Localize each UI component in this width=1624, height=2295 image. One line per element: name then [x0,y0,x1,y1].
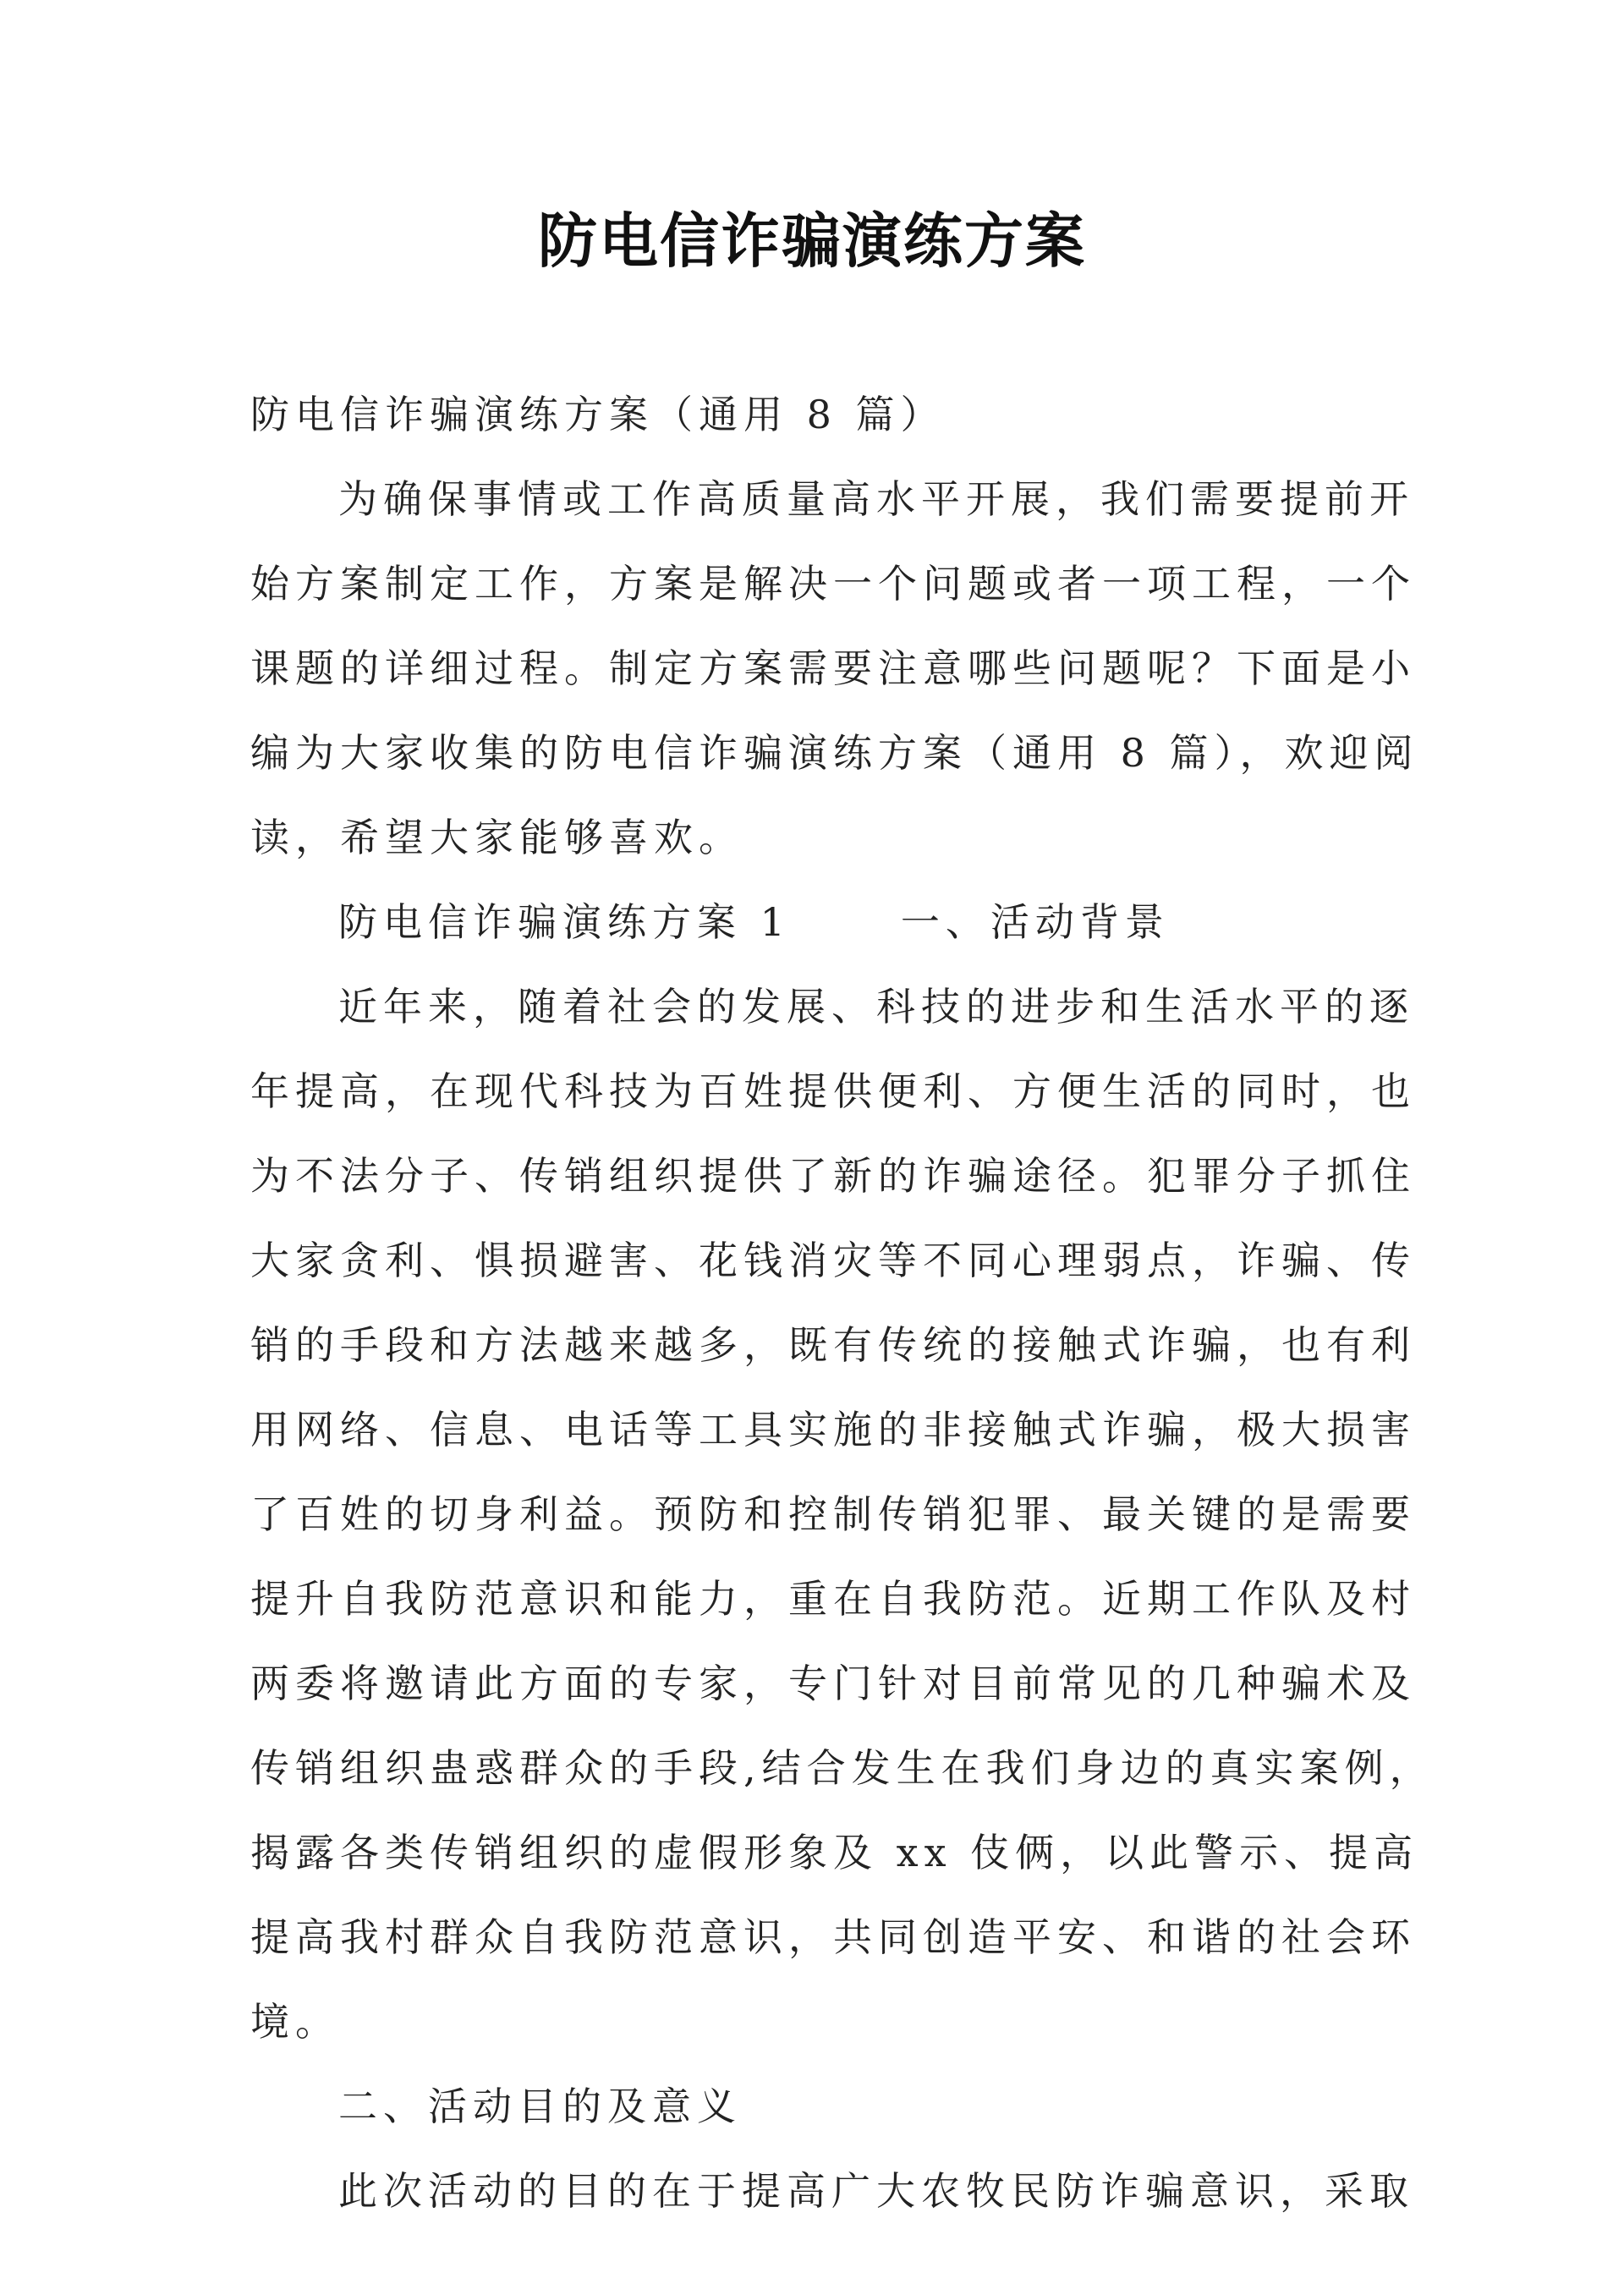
background-line: 近年来，随着社会的发展、科技的进步和生活水平的逐 [338,984,1414,1029]
background-line: 两委将邀请此方面的专家，专门针对目前常见的几种骗术及 [250,1661,1416,1706]
background-line: 年提高，在现代科技为百姓提供便利、方便生活的同时，也 [250,1068,1416,1114]
section1-subheading: 一、活动背景 [900,899,1170,945]
section2-heading: 二、活动目的及意义 [338,2084,742,2129]
section1-heading-row [338,880,1170,964]
intro-line: 为确保事情或工作高质量高水平开展，我们需要提前开 [338,476,1414,522]
background-line: 提高我村群众自我防范意识，共同创造平安、和谐的社会环 [250,1914,1416,1960]
background-line: 提升自我防范意识和能力，重在自我防范。近期工作队及村 [250,1576,1416,1622]
background-line: 销的手段和方法越来越多，既有传统的接触式诈骗，也有利 [250,1322,1416,1368]
background-line: 用网络、信息、电话等工具实施的非接触式诈骗，极大损害 [250,1407,1416,1452]
section1-heading: 防电信诈骗演练方案 1 [338,899,791,945]
purpose-line: 此次活动的目的在于提高广大农牧民防诈骗意识，采取 [338,2168,1414,2214]
intro-line: 课题的详细过程。制定方案需要注意哪些问题呢？下面是小 [250,645,1416,691]
background-line: 揭露各类传销组织的虚假形象及 xx 伎俩，以此警示、提高 [250,1830,1419,1875]
intro-line: 编为大家收集的防电信诈骗演练方案（通用 8 篇），欢迎阅 [250,730,1419,776]
background-line: 传销组织蛊惑群众的手段,结合发生在我们身边的真实案例， [250,1745,1435,1791]
document-subtitle: 防电信诈骗演练方案（通用 8 篇） [250,392,946,437]
intro-line: 始方案制定工作，方案是解决一个问题或者一项工程，一个 [250,561,1416,607]
background-line: 境。 [250,1999,340,2045]
background-line: 大家贪利、惧损避害、花钱消灾等不同心理弱点，诈骗、传 [250,1238,1416,1283]
background-line: 为不法分子、传销组织提供了新的诈骗途径。犯罪分子抓住 [250,1153,1416,1199]
document-title: 防电信诈骗演练方案 [538,206,1086,276]
background-line: 了百姓的切身利益。预防和控制传销犯罪、最关键的是需要 [250,1491,1416,1537]
intro-line: 读，希望大家能够喜欢。 [250,815,743,860]
